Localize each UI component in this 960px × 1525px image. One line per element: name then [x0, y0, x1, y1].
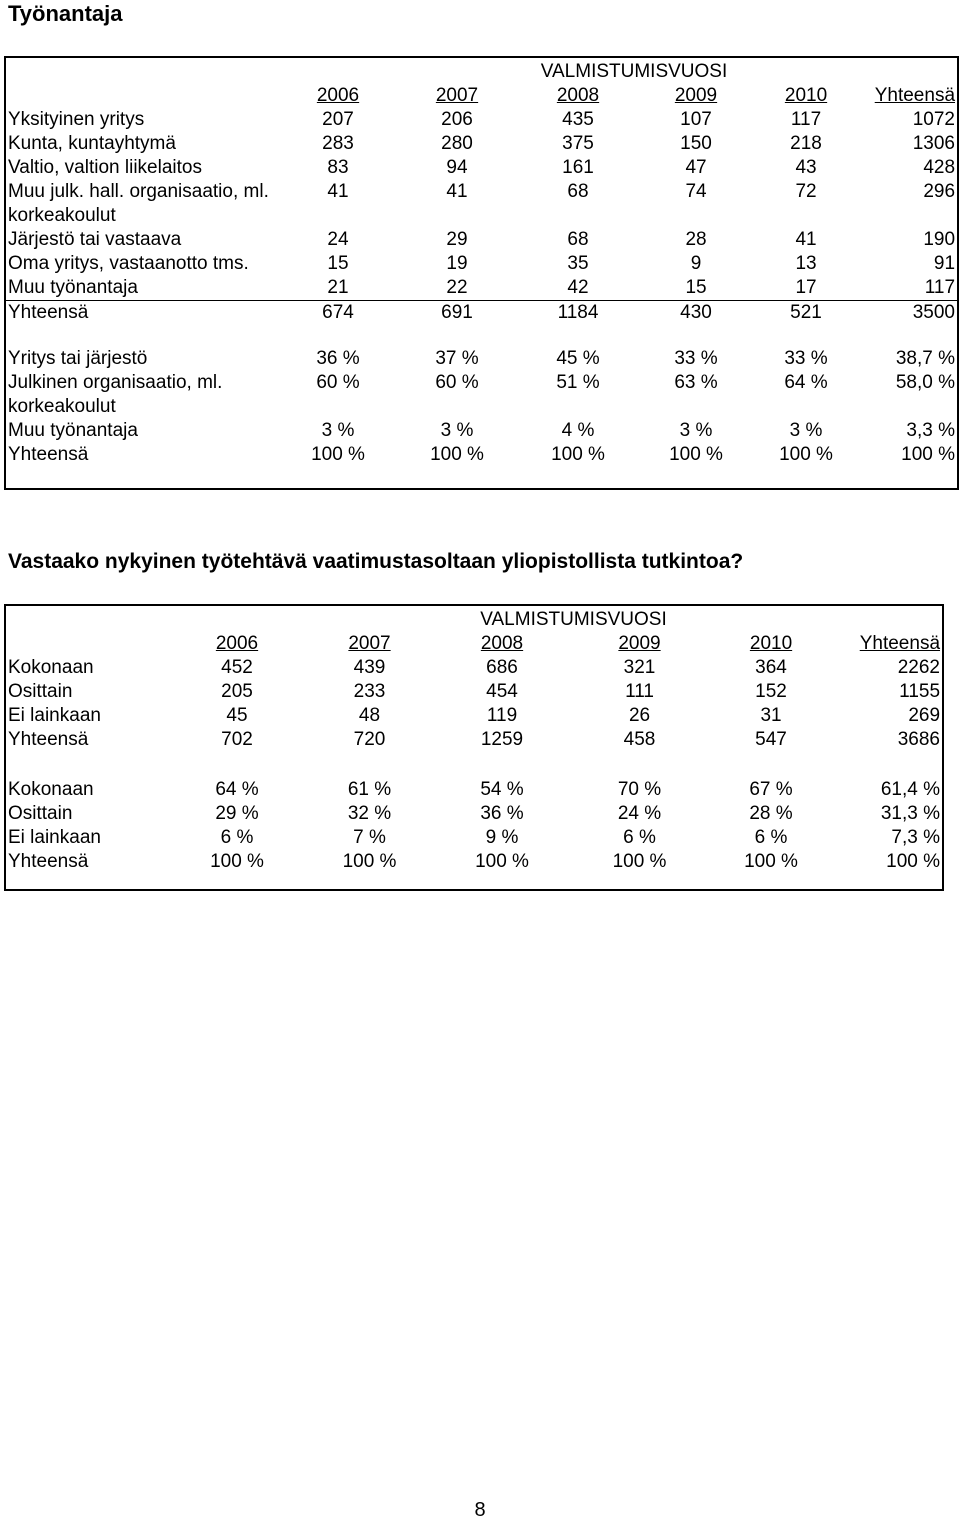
table-cell: 3,3 % [906, 420, 956, 441]
col-header: 2008 [480, 633, 524, 654]
table-cell: 63 % [674, 372, 718, 393]
header-row [6, 84, 957, 108]
table-cell: 296 [923, 181, 956, 202]
table-row [6, 108, 957, 132]
table-cell: 2262 [897, 657, 941, 678]
table-cell: 100 % [669, 444, 723, 465]
table-cell: 48 [358, 705, 381, 726]
table-cell: 100 % [475, 851, 529, 872]
table-cell: 33 % [674, 348, 718, 369]
table-row [6, 728, 942, 752]
table-cell: 36 % [480, 803, 524, 824]
caption-graduation-year: VALMISTUMISVUOSI [540, 61, 728, 82]
table-cell: 24 [327, 229, 349, 250]
table-row [6, 443, 957, 467]
table-cell: 51 % [556, 372, 600, 393]
table-cell: 100 % [744, 851, 798, 872]
table-cell: 68 [567, 229, 589, 250]
row-label: Yritys tai järjestö [8, 348, 148, 369]
section-title-job-level: Vastaako nykyinen työtehtävä vaatimustasoltaan yliopistollista tutkintoa? [8, 550, 744, 573]
table-cell: 37 % [435, 348, 479, 369]
table-cell: 100 % [612, 851, 667, 872]
col-header: 2009 [618, 633, 661, 654]
row-label: Järjestö tai vastaava [8, 229, 182, 250]
row-label: Muu työnantaja [8, 277, 138, 298]
table-cell: 41 [795, 229, 817, 250]
table-cell: 17 [795, 277, 817, 298]
table-cell: 3500 [860, 301, 957, 326]
table-cell: 31,3 % [880, 803, 941, 824]
table-cell: 61 % [347, 779, 392, 800]
table-cell: 702 [221, 729, 253, 750]
table-row [6, 347, 957, 371]
table-cell: 29 % [215, 803, 259, 824]
table-cell: 1155 [899, 681, 941, 702]
table-cell: 94 [446, 157, 468, 178]
table-cell: 375 [562, 133, 594, 154]
table-cell: 47 [685, 157, 707, 178]
table-cell: 91 [933, 253, 956, 274]
table-cell: 41 [446, 181, 468, 202]
table-cell: 42 [567, 277, 589, 298]
table-cell: 60 % [316, 372, 360, 393]
table-cell: 119 [486, 705, 518, 726]
table-cell: 33 % [784, 348, 828, 369]
table-cell: 521 [752, 301, 860, 326]
table-cell: 1259 [480, 729, 524, 750]
table-cell: 435 [562, 109, 594, 130]
table-cell: 100 % [210, 851, 264, 872]
table-cell: 454 [486, 681, 518, 702]
section-title-employer: Työnantaja [8, 1, 123, 26]
col-header: 2006 [215, 633, 259, 654]
row-label: Julkinen organisaatio, ml. korkeakoulut [8, 372, 223, 417]
table-cell: 21 [327, 277, 349, 298]
table-row [6, 680, 942, 704]
table-cell: 6 % [220, 827, 254, 848]
row-label: Osittain [8, 681, 73, 702]
row-label: Oma yritys, vastaanotto tms. [8, 253, 249, 274]
table-cell: 161 [562, 157, 594, 178]
table-cell: 233 [353, 681, 386, 702]
table-cell: 547 [755, 729, 787, 750]
employer-table [6, 60, 957, 467]
row-label: Kunta, kuntayhtymä [8, 133, 176, 154]
table-row [6, 371, 957, 419]
table-cell: 100 % [886, 851, 941, 872]
table-cell: 1184 [516, 301, 640, 326]
col-header: 2010 [784, 85, 828, 106]
table-row [6, 252, 957, 276]
table-cell: 3 % [789, 420, 823, 441]
table-cell: 68 [567, 181, 589, 202]
table-cell: 28 [685, 229, 707, 250]
table-cell: 35 [567, 253, 589, 274]
table-cell: 83 [327, 157, 349, 178]
table-cell: 60 % [435, 372, 479, 393]
table-cell: 7,3 % [891, 827, 941, 848]
table-cell: 7 % [353, 827, 386, 848]
table-row [6, 704, 942, 728]
col-header: Yhteensä [859, 633, 941, 654]
job-level-table [6, 608, 942, 874]
table-row [6, 276, 957, 301]
table-cell: 452 [221, 657, 253, 678]
table-cell: 100 % [551, 444, 605, 465]
table-cell: 19 [446, 253, 468, 274]
table-cell: 24 % [617, 803, 662, 824]
table-cell: 280 [441, 133, 473, 154]
table-cell: 207 [322, 109, 354, 130]
table-cell: 691 [398, 301, 516, 326]
table-cell: 70 % [617, 779, 662, 800]
table-row [6, 850, 942, 874]
table-cell: 58,0 % [895, 372, 956, 393]
table-cell: 67 % [749, 779, 793, 800]
table-row [6, 802, 942, 826]
table-cell: 439 [353, 657, 386, 678]
table-cell: 43 [795, 157, 817, 178]
table-cell: 100 % [901, 444, 956, 465]
table-cell: 218 [790, 133, 822, 154]
table-row [6, 778, 942, 802]
table-cell: 152 [755, 681, 787, 702]
table-cell: 61,4 % [880, 779, 941, 800]
row-label: Yhteensä [8, 851, 89, 872]
table-row [6, 228, 957, 252]
table-cell: 32 % [347, 803, 392, 824]
col-header: Yhteensä [874, 85, 956, 106]
table-cell: 100 % [779, 444, 833, 465]
table-cell: 13 [795, 253, 817, 274]
table-cell: 31 [760, 705, 782, 726]
row-label: Muu julk. hall. organisaatio, ml. korkeakoulut [8, 181, 269, 226]
table-cell: 321 [623, 657, 656, 678]
table-row [6, 180, 957, 228]
col-header: 2010 [749, 633, 793, 654]
table-cell: 72 [795, 181, 817, 202]
row-label: Yhteensä [8, 729, 89, 750]
table-cell: 720 [353, 729, 386, 750]
table-cell: 686 [486, 657, 518, 678]
table-cell: 100 % [311, 444, 365, 465]
row-label: Yksityinen yritys [8, 109, 145, 130]
table-cell: 22 [446, 277, 468, 298]
row-label: Kokonaan [8, 657, 94, 678]
table-row [6, 656, 942, 680]
table-cell: 26 [628, 705, 651, 726]
table-cell: 6 % [754, 827, 788, 848]
table-cell: 3 % [679, 420, 713, 441]
row-label: Yhteensä [6, 301, 278, 326]
table-cell: 15 [327, 253, 349, 274]
col-header: 2008 [556, 85, 600, 106]
col-header: 2007 [435, 85, 479, 106]
caption-graduation-year: VALMISTUMISVUOSI [480, 609, 667, 630]
table-row [6, 826, 942, 850]
row-label: Kokonaan [8, 779, 94, 800]
table-cell: 428 [923, 157, 956, 178]
employer-table-box [4, 56, 959, 490]
table-cell: 283 [322, 133, 354, 154]
row-label: Valtio, valtion liikelaitos [8, 157, 202, 178]
table-row [6, 419, 957, 443]
table-cell: 38,7 % [895, 348, 956, 369]
table-cell: 36 % [316, 348, 360, 369]
table-cell: 74 [685, 181, 707, 202]
table-cell: 117 [924, 277, 956, 298]
table-cell: 205 [221, 681, 253, 702]
table-cell: 41 [327, 181, 349, 202]
table-cell: 1072 [912, 109, 956, 130]
col-header: 2009 [674, 85, 718, 106]
table-cell: 117 [790, 109, 822, 130]
table-cell: 45 % [556, 348, 600, 369]
table-cell: 458 [623, 729, 656, 750]
table-cell: 1306 [912, 133, 956, 154]
table-cell: 111 [625, 681, 654, 702]
col-header: 2006 [316, 85, 360, 106]
row-label: Muu työnantaja [8, 420, 138, 441]
row-label: Osittain [8, 803, 73, 824]
table-cell: 9 % [485, 827, 519, 848]
table-cell: 206 [441, 109, 473, 130]
table-cell: 3686 [897, 729, 941, 750]
table-cell: 269 [908, 705, 941, 726]
table-cell: 45 [226, 705, 248, 726]
page-number: 8 [474, 1499, 486, 1521]
table-cell: 15 [685, 277, 707, 298]
table-cell: 4 % [561, 420, 595, 441]
table-row [6, 301, 957, 326]
job-level-table-box [4, 604, 944, 891]
table-cell: 29 [446, 229, 468, 250]
row-label: Yhteensä [8, 444, 89, 465]
table-cell: 3 % [440, 420, 474, 441]
table-cell: 100 % [430, 444, 484, 465]
header-row [6, 632, 942, 656]
row-label: Ei lainkaan [8, 705, 101, 726]
table-cell: 54 % [480, 779, 524, 800]
table-row [6, 132, 957, 156]
table-cell: 3 % [321, 420, 355, 441]
table-cell: 28 % [749, 803, 793, 824]
table-cell: 107 [680, 109, 712, 130]
table-cell: 9 [690, 253, 702, 274]
table-cell: 430 [640, 301, 752, 326]
table-cell: 64 % [215, 779, 259, 800]
table-cell: 150 [680, 133, 712, 154]
table-cell: 100 % [342, 851, 397, 872]
table-row [6, 156, 957, 180]
table-cell: 6 % [623, 827, 656, 848]
table-cell: 674 [278, 301, 398, 326]
table-cell: 364 [755, 657, 787, 678]
row-label: Ei lainkaan [8, 827, 101, 848]
table-cell: 64 % [784, 372, 828, 393]
table-cell: 190 [923, 229, 956, 250]
col-header: 2007 [348, 633, 391, 654]
